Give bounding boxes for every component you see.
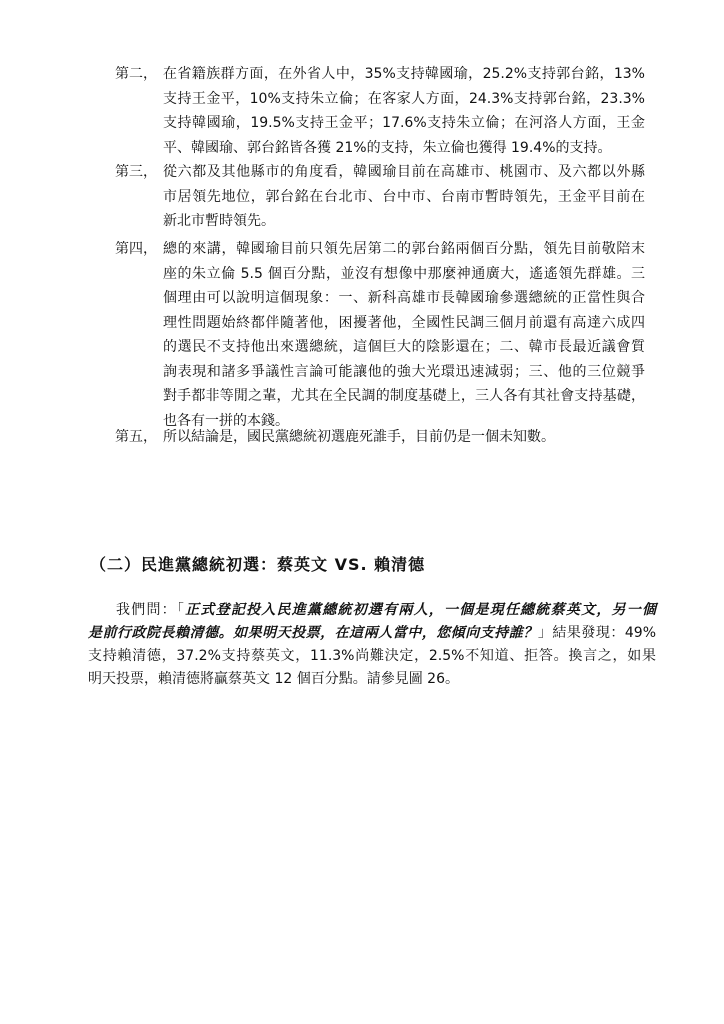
paragraph-line bbox=[88, 599, 656, 622]
item-line: 支持韓國瑜，19.5%支持王金平；17.6%支持朱立倫；在河洛人方面，王金 bbox=[163, 115, 645, 131]
section-heading: （二）民進黨總統初選：蔡英文 VS. 賴清德 bbox=[90, 555, 426, 574]
paragraph-text: 我們問：「 bbox=[116, 602, 186, 618]
survey-question: 正式登記投入民進黨總統初選有兩人，一個是現任總統蔡英文，另一個 bbox=[185, 602, 657, 618]
item-label: 第三， bbox=[115, 164, 157, 180]
item-label: 第四， bbox=[115, 241, 157, 257]
paragraph-text: 」結果發現：49% bbox=[537, 625, 656, 641]
paragraph-line: 明天投票，賴清德將贏蔡英文 12 個百分點。請參見圖 26。 bbox=[88, 671, 459, 687]
body-paragraph bbox=[88, 599, 656, 691]
item-line: 在省籍族群方面，在外省人中，35%支持韓國瑜，25.2%支持郭台銘，13% bbox=[163, 66, 645, 82]
list-item-fourth bbox=[115, 237, 645, 433]
item-line: 新北市暫時領先。 bbox=[163, 213, 275, 229]
paragraph-line: 支持賴清德，37.2%支持蔡英文，11.3%尚難決定，2.5%不知道、拒答。換言之，如果 bbox=[88, 648, 656, 664]
item-line: 理性問題始終都伴隨著他，困擾著他，全國性民調三個月前還有高達六成四 bbox=[163, 314, 645, 331]
item-line: 平、韓國瑜、郭台銘皆各獲 21%的支持，朱立倫也獲得 19.4%的支持。 bbox=[163, 139, 612, 156]
item-line: 從六都及其他縣市的角度看，韓國瑜目前在高雄市、桃園市、及六都以外縣 bbox=[163, 164, 645, 180]
item-line: 座的朱立倫 5.5 個百分點，並沒有想像中那麼神通廣大，遙遙領先群雄。三 bbox=[163, 265, 645, 282]
list-item-second bbox=[115, 62, 645, 160]
list-item-third bbox=[115, 160, 645, 234]
item-label: 第五， bbox=[115, 429, 157, 445]
item-line: 也各有一拼的本錢。 bbox=[163, 412, 289, 429]
item-line: 總的來講，韓國瑜目前只領先居第二的郭台銘兩個百分點，領先目前敬陪末 bbox=[163, 241, 645, 257]
item-line: 的選民不支持他出來選總統，這個巨大的陰影還在；二、韓市長最近議會質 bbox=[163, 339, 645, 355]
item-line: 所以結論是，國民黨總統初選鹿死誰手，目前仍是一個未知數。 bbox=[163, 429, 555, 445]
list-item-fifth bbox=[115, 425, 645, 450]
paragraph-line bbox=[88, 622, 656, 645]
item-line: 個理由可以說明這個現象：一、新科高雄市長韓國瑜參選總統的正當性與合 bbox=[163, 290, 645, 306]
item-line: 市居領先地位，郭台銘在台北市、台中市、台南市暫時領先，王金平目前在 bbox=[163, 188, 645, 205]
item-label: 第二， bbox=[115, 66, 157, 82]
item-line: 對手都非等閒之輩，尤其在全民調的制度基礎上，三人各有其社會支持基礎， bbox=[163, 388, 645, 404]
survey-question: 是前行政院長賴清德。如果明天投票，在這兩人當中，您傾向支持誰？ bbox=[88, 625, 538, 641]
item-line: 支持王金平，10%支持朱立倫；在客家人方面，24.3%支持郭台銘，23.3% bbox=[163, 90, 645, 107]
item-line: 詢表現和諸多爭議性言論可能讓他的強大光環迅速減弱；三、他的三位競爭 bbox=[163, 363, 645, 380]
